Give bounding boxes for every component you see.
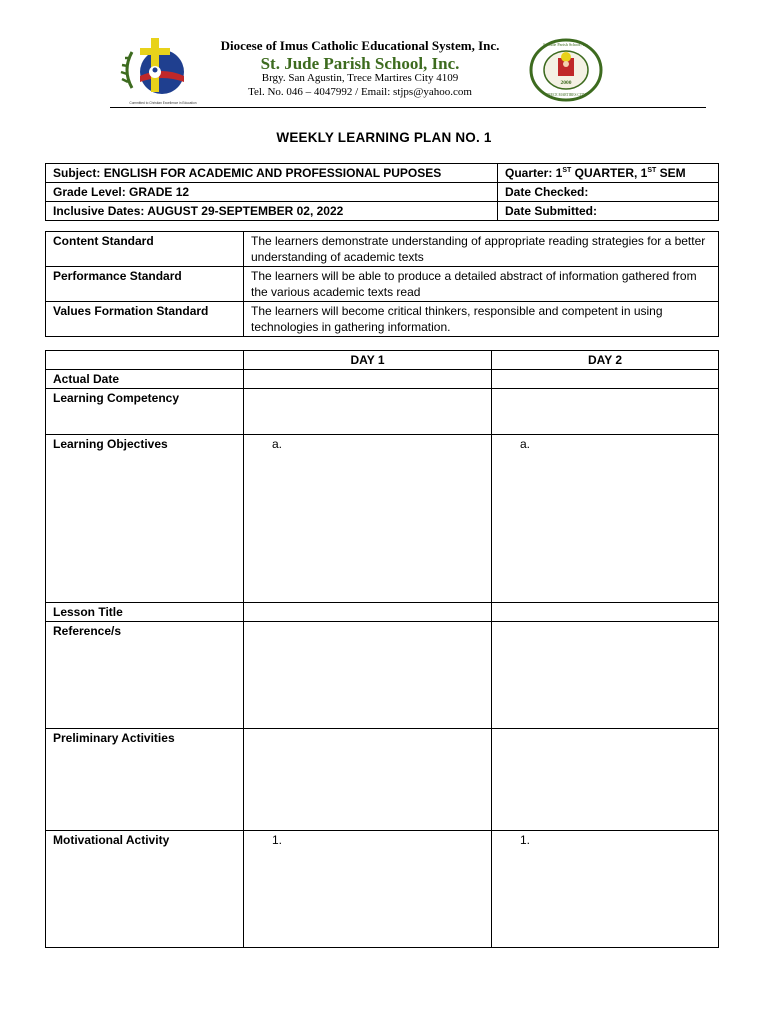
day1-objectives-cell: a. bbox=[244, 435, 492, 603]
day2-lesson-title-cell bbox=[492, 603, 719, 622]
row-label-preliminary-activities: Preliminary Activities bbox=[46, 729, 244, 831]
seal-year: 2000 bbox=[560, 80, 572, 86]
standard-label: Content Standard bbox=[46, 232, 244, 267]
grade-level-cell: Grade Level: GRADE 12 bbox=[46, 183, 498, 202]
inclusive-dates-value: AUGUST 29-SEPTEMBER 02, 2022 bbox=[147, 204, 344, 218]
day1-preliminary-cell bbox=[244, 729, 492, 831]
header-divider bbox=[110, 107, 706, 108]
row-label-motivational-activity: Motivational Activity bbox=[46, 831, 244, 948]
row-label-lesson-title: Lesson Title bbox=[46, 603, 244, 622]
date-checked-cell: Date Checked: bbox=[498, 183, 719, 202]
day2-preliminary-cell bbox=[492, 729, 719, 831]
day1-references-cell bbox=[244, 622, 492, 729]
subject-cell: Subject: ENGLISH FOR ACADEMIC AND PROFESSIONAL PUPOSES bbox=[46, 164, 498, 183]
day1-header: DAY 1 bbox=[244, 351, 492, 370]
row-label-learning-objectives: Learning Objectives bbox=[46, 435, 244, 603]
date-submitted-cell: Date Submitted: bbox=[498, 202, 719, 221]
day1-actual-date-cell bbox=[244, 370, 492, 389]
day1-lesson-title-cell bbox=[244, 603, 492, 622]
standard-text: The learners will become critical thinkers, responsible and competent in using technologies in gathering information. bbox=[244, 302, 719, 337]
diocese-name: Diocese of Imus Catholic Educational System, Inc. bbox=[220, 38, 500, 53]
plan-header-blank bbox=[46, 351, 244, 370]
grade-value: GRADE 12 bbox=[129, 185, 190, 199]
day2-actual-date-cell bbox=[492, 370, 719, 389]
school-name: St. Jude Parish School, Inc. bbox=[260, 54, 460, 73]
seal-ring-text: St. Jude Parish School, Inc. bbox=[543, 42, 589, 47]
standards-table bbox=[45, 231, 719, 337]
info-table bbox=[45, 163, 719, 221]
row-label-actual-date: Actual Date bbox=[46, 370, 244, 389]
standard-label: Values Formation Standard bbox=[46, 302, 244, 337]
day2-motivational-cell: 1. bbox=[492, 831, 719, 948]
school-contact: Tel. No. 046 – 4047992 / Email: stjps@yahoo.com bbox=[248, 86, 472, 98]
quarter-cell: Quarter: 1ST QUARTER, 1ST SEM bbox=[498, 164, 719, 183]
standard-text: The learners will be able to produce a detailed abstract of information gathered from the various academic texts read bbox=[244, 267, 719, 302]
school-seal-logo bbox=[529, 38, 603, 102]
day2-competency-cell bbox=[492, 389, 719, 435]
logo-tagline: Committed to Christian Excellence in Education bbox=[129, 101, 197, 105]
school-address: Brgy. San Agustin, Trece Martires City 4109 bbox=[261, 72, 459, 84]
day2-references-cell bbox=[492, 622, 719, 729]
day1-motivational-cell: 1. bbox=[244, 831, 492, 948]
standard-text: The learners demonstrate understanding of appropriate reading strategies for a better understanding of academic texts bbox=[244, 232, 719, 267]
row-label-learning-competency: Learning Competency bbox=[46, 389, 244, 435]
seal-city-text: TRECE MARTIRES CITY bbox=[546, 93, 586, 97]
day2-objectives-cell: a. bbox=[492, 435, 719, 603]
document-title: WEEKLY LEARNING PLAN NO. 1 bbox=[276, 130, 492, 145]
day2-header: DAY 2 bbox=[492, 351, 719, 370]
day1-competency-cell bbox=[244, 389, 492, 435]
weekly-plan-table bbox=[45, 350, 719, 948]
inclusive-dates-cell: Inclusive Dates: AUGUST 29-SEPTEMBER 02, 2022 bbox=[46, 202, 498, 221]
subject-value: ENGLISH FOR ACADEMIC AND PROFESSIONAL PUPOSES bbox=[103, 166, 442, 180]
row-label-references: Reference/s bbox=[46, 622, 244, 729]
school-crest-logo bbox=[118, 36, 208, 108]
standard-label: Performance Standard bbox=[46, 267, 244, 302]
